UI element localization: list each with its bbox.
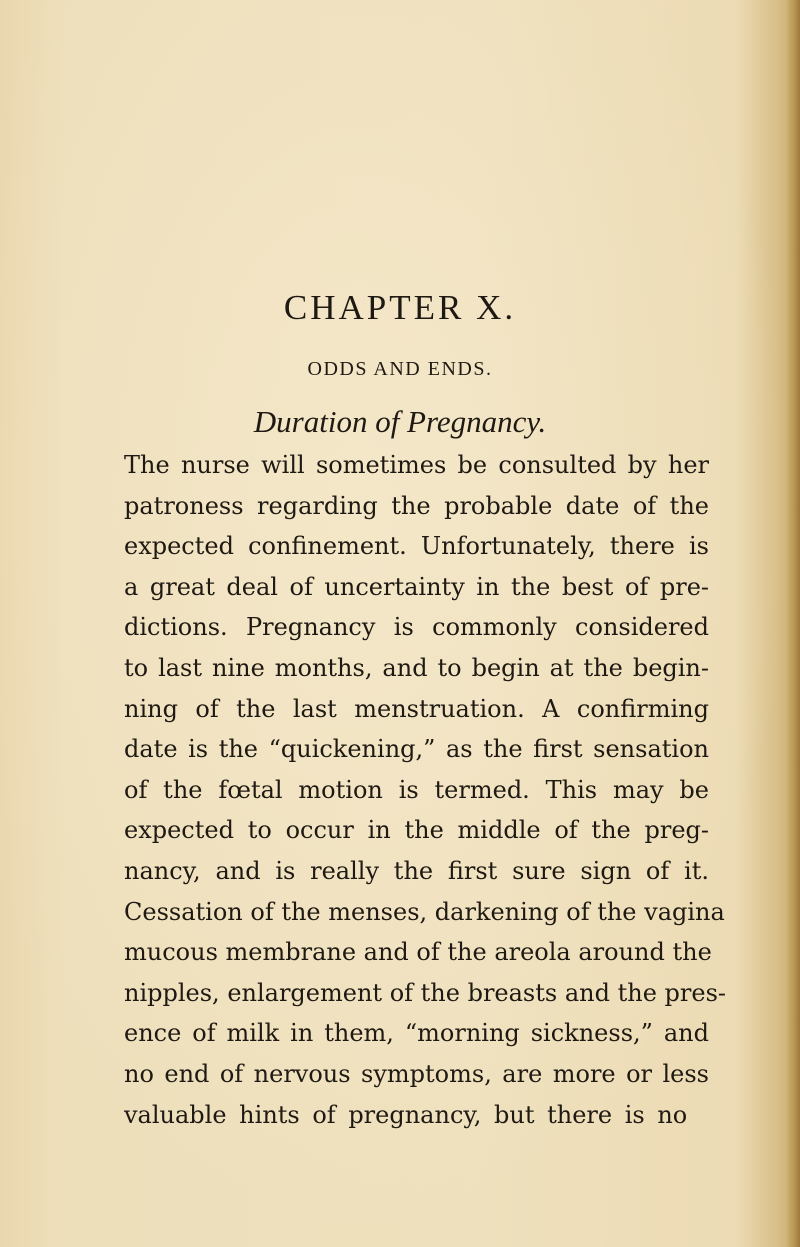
- body-text: [124, 445, 726, 1135]
- text-line: patroness regarding the probable date of the: [124, 491, 709, 520]
- page-edge-shadow: [786, 0, 800, 1247]
- text-line: date is the “quickening,” as the first sensation: [124, 735, 709, 764]
- text-line: mucous membrane and of the areola around the: [124, 938, 712, 967]
- text-line: no end of nervous symptoms, are more or less: [124, 1059, 709, 1088]
- text-line: nancy, and is really the first sure sign of it.: [124, 856, 709, 885]
- text-line: expected to occur in the middle of the preg-: [124, 816, 709, 845]
- text-line: nipples, enlargement of the breasts and the pres-: [124, 978, 726, 1007]
- section-heading: Duration of Pregnancy.: [253, 404, 547, 439]
- chapter-subtitle: ODDS AND ENDS.: [307, 358, 493, 380]
- text-line: The nurse will sometimes be consulted by her: [124, 451, 709, 479]
- text-line: a great deal of uncertainty in the best of pre-: [124, 572, 709, 601]
- text-line: dictions. Pregnancy is commonly considered: [124, 613, 709, 642]
- text-line: ence of milk in them, “morning sickness,” and: [124, 1019, 709, 1048]
- chapter-heading: CHAPTER X.: [283, 288, 517, 327]
- text-line: valuable hints of pregnancy, but there is no: [124, 1100, 688, 1129]
- text-line: ning of the last menstruation. A confirming: [124, 694, 709, 723]
- text-line: to last nine months, and to begin at the begin-: [124, 653, 709, 682]
- text-line: of the fœtal motion is termed. This may be: [124, 775, 709, 804]
- text-line: expected confinement. Unfortunately, there is: [124, 532, 709, 561]
- text-line: Cessation of the menses, darkening of the vagina: [124, 897, 725, 926]
